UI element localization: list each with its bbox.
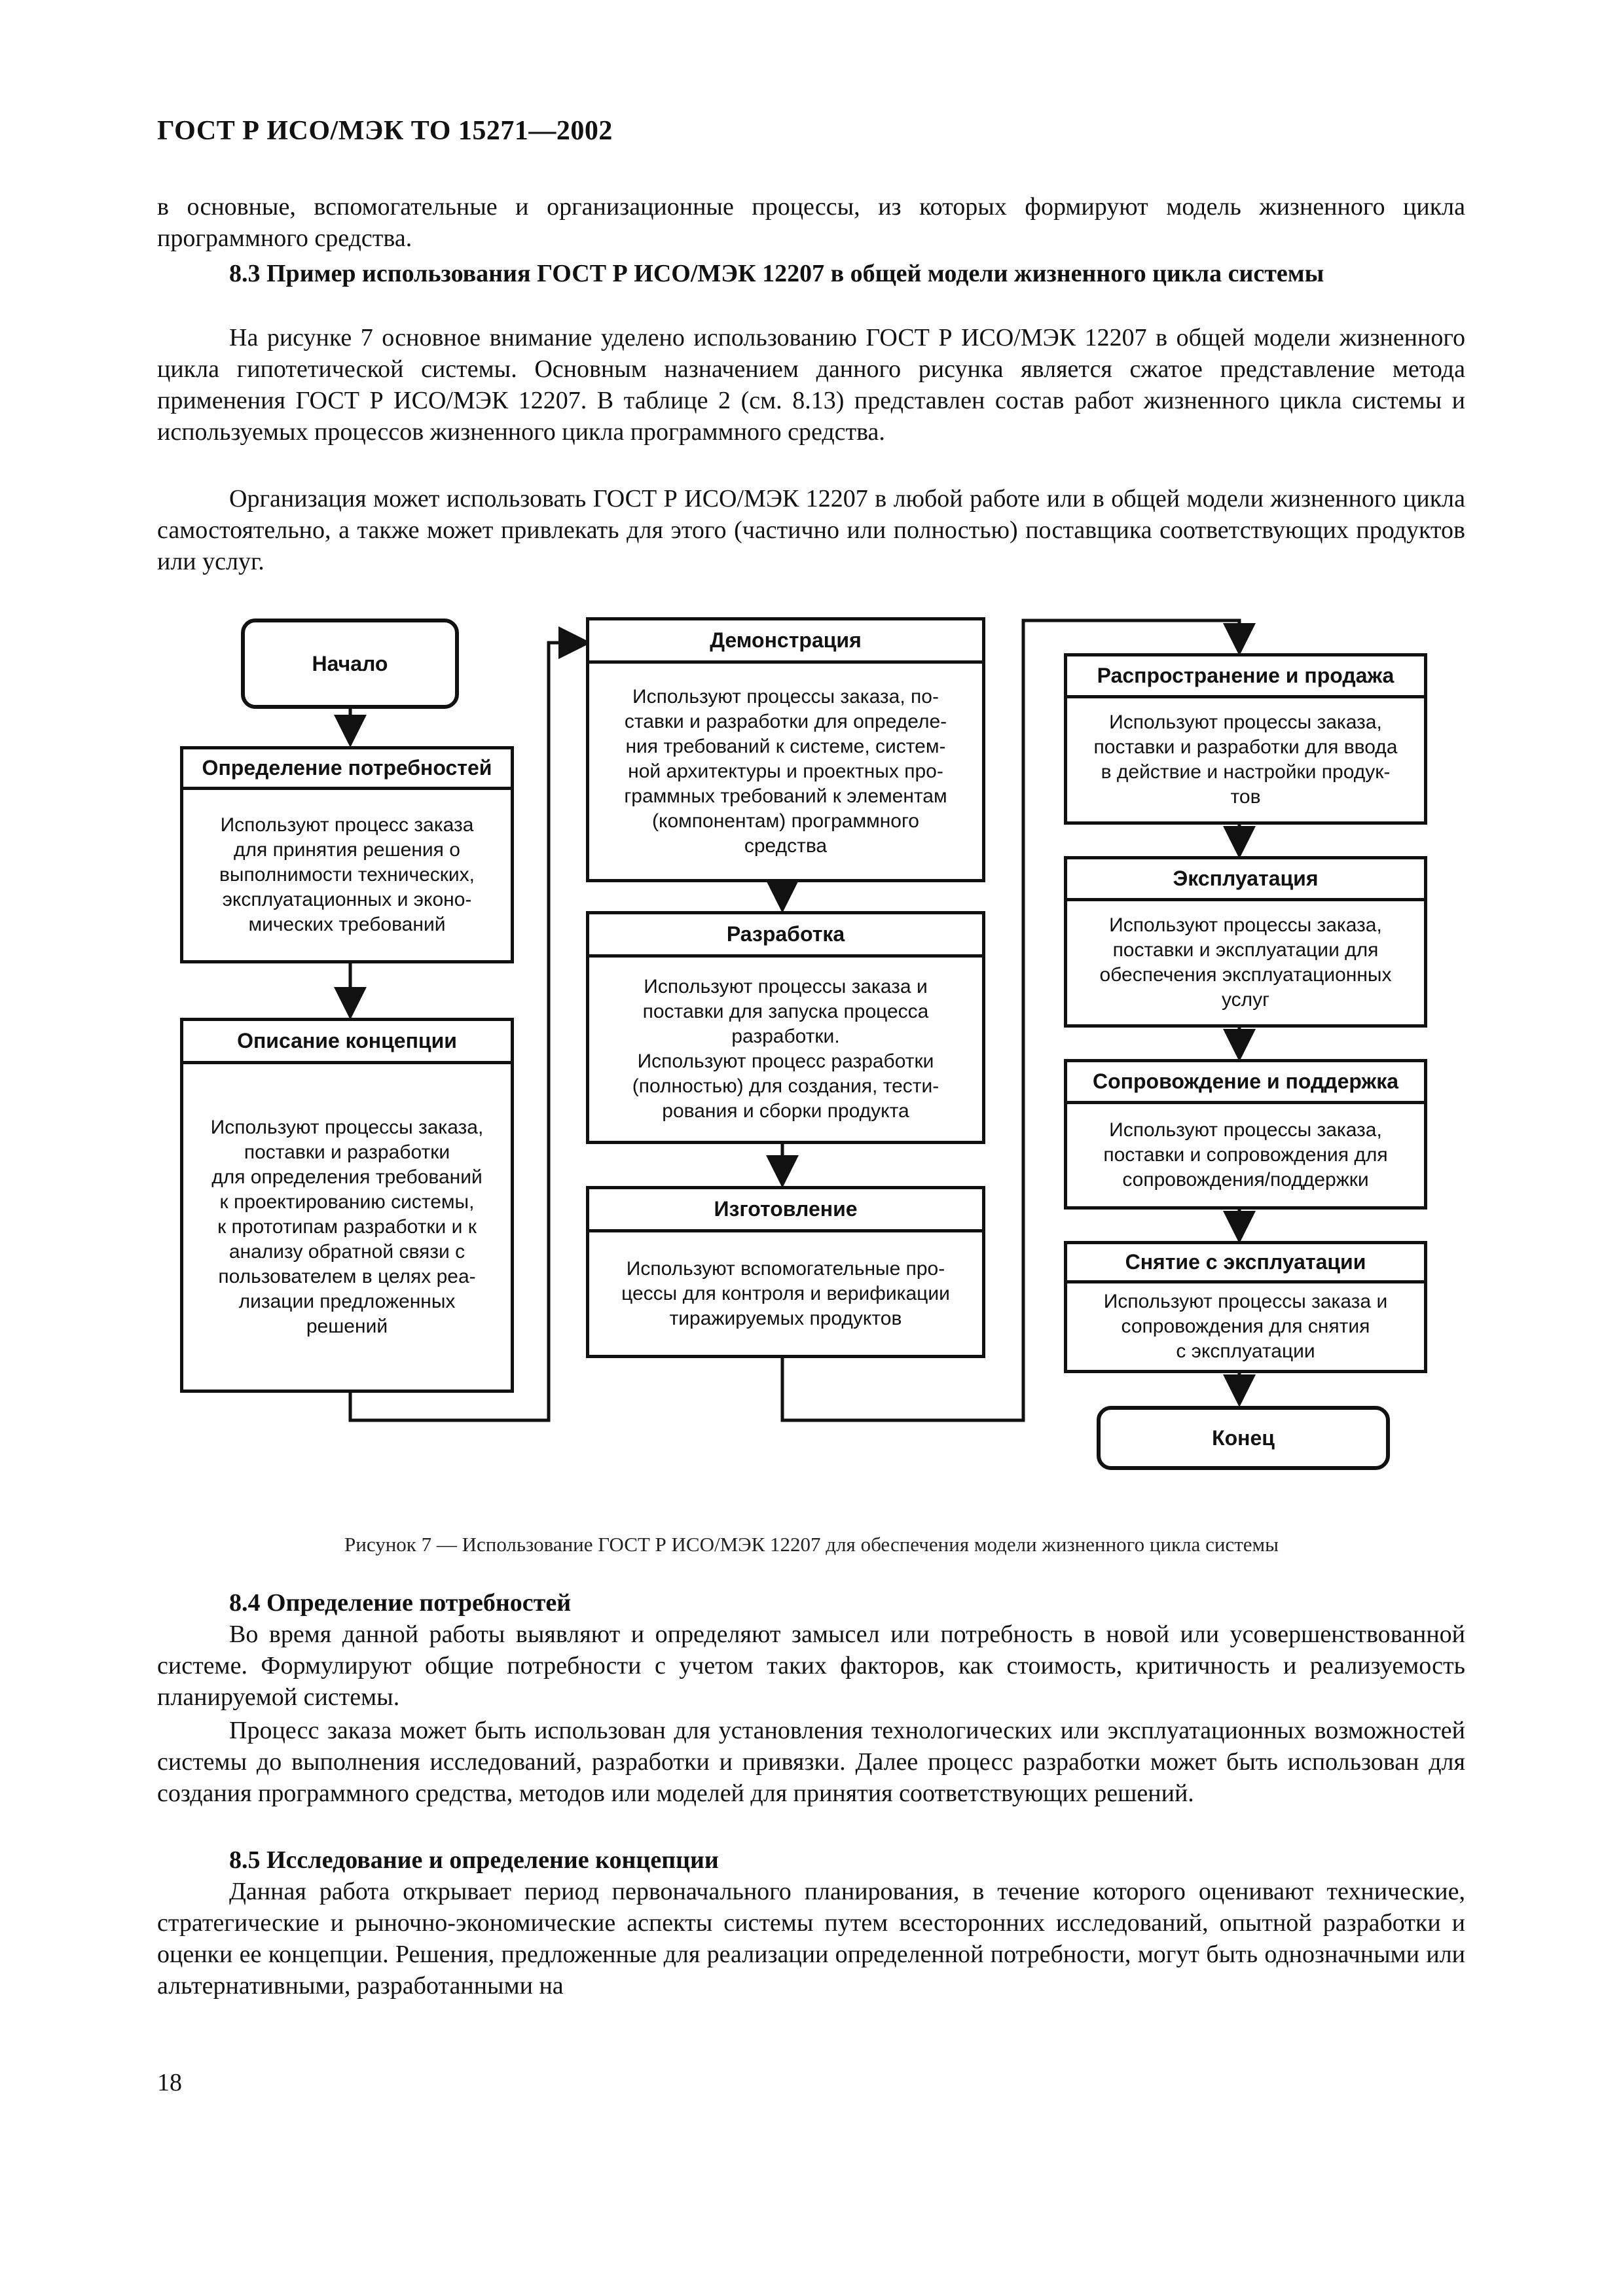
box-body: Используют процессы заказа, поставки и разработки для ввода в действие и настройки продук- тов (1093, 711, 1398, 808)
box-title: Эксплуатация (1067, 859, 1424, 901)
section-8-5-title: 8.5 Исследование и определение концепции (229, 1846, 719, 1874)
box-maintenance-support (1064, 1059, 1427, 1210)
box-body: Используют вспомогательные про- цессы для контроля и верификации тиражируемых продуктов (621, 1257, 950, 1329)
box-title: Определение потребностей (183, 749, 511, 790)
paragraph-8-3-1: На рисунке 7 основное внимание уделено использованию ГОСТ Р ИСО/МЭК 12207 в общей модели жизненного цикла гипотетической системы. Основным назначением данного рисунка является сжатое представление метода применения ГОСТ Р ИСО/МЭК 12207. В таблице 2 (см. 8.13) представлен состав работ жизненного цикла системы и используемых процессов жизненного цикла программного средства. (157, 324, 1465, 446)
paragraph-8-4-2: Процесс заказа может быть использован для установления технологических или эксплуатационных возможностей системы до выполнения исследований, разработки и привязки. Далее процесс разработки может быть использован для создания программного средства, методов или моделей для принятия соответствующих решений. (157, 1717, 1465, 1807)
box-body: Используют процессы заказа, по- ставки и разработки для определе- ния требований к системе, систем- ной архитектуры и проектных про- граммных требований к элементам (компонентам) программного средства (624, 685, 947, 857)
box-body: Используют процессы заказа, поставки и эксплуатации для обеспечения эксплуатационных услуг (1099, 914, 1392, 1011)
box-title: Распространение и продажа (1067, 656, 1424, 698)
paragraph-8-3-2: Организация может использовать ГОСТ Р ИСО/МЭК 12207 в любой работе или в общей модели жизненного цикла самостоятельно, а также может привлекать для этого (частично или полностью) поставщика соответствующих продуктов или услуг. (157, 485, 1465, 575)
box-title: Снятие с эксплуатации (1067, 1244, 1424, 1283)
paragraph-continued: в основные, вспомогательные и организационные процессы, из которых формируют модель жизненного цикла программного средства. (157, 193, 1465, 252)
box-body: Используют процессы заказа и сопровождения для снятия с эксплуатации (1103, 1291, 1388, 1362)
box-production (586, 1186, 985, 1358)
section-8-3-title: 8.3 Пример использования ГОСТ Р ИСО/МЭК 12207 в общей модели жизненного цикла системы (229, 260, 1324, 287)
box-operation (1064, 856, 1427, 1028)
box-distribution-sales (1064, 653, 1427, 825)
box-title: Изготовление (589, 1189, 982, 1232)
paragraph-8-4-1: Во время данной работы выявляют и определяют замысел или потребность в новой или усовершенствованной системе. Формулируют общие потребности с учетом таких факторов, как стоимость, критичность и реализуемость планируемой системы. (157, 1621, 1465, 1711)
start-terminal: Начало (241, 619, 459, 709)
box-body: Используют процессы заказа, поставки и разработки для определения требований к проектированию системы, к прототипам разработки и к анализу обратной связи с пользователем в целях реа- лизации предложенных решений (210, 1116, 484, 1337)
page-number: 18 (157, 2069, 182, 2096)
box-title: Сопровождение и поддержка (1067, 1062, 1424, 1104)
paragraph-8-5-1: Данная работа открывает период первоначального планирования, в течение которого оценивают технические, стратегические и рыночно-экономические аспекты системы путем всесторонних исследований, опытной разработки и оценки ее концепции. Решения, предложенные для реализации определенной потребности, могут быть однозначными или альтернативными, разработанными на (157, 1878, 1465, 2000)
box-title: Демонстрация (589, 620, 982, 664)
document-header: ГОСТ Р ИСО/МЭК ТО 15271—2002 (157, 116, 613, 146)
box-body: Используют процессы заказа и поставки для запуска процесса разработки. Используют процесс разработки (полностью) для создания, тести- рования и сборки продукта (632, 976, 939, 1122)
box-demonstration (586, 617, 985, 882)
box-retirement (1064, 1241, 1427, 1373)
box-concept-description (180, 1018, 514, 1393)
box-body: Используют процессы заказа, поставки и сопровождения для сопровождения/поддержки (1103, 1119, 1388, 1191)
figure-caption: Рисунок 7 — Использование ГОСТ Р ИСО/МЭК 12207 для обеспечения модели жизненного цикла системы (344, 1533, 1279, 1556)
box-development (586, 911, 985, 1144)
end-terminal: Конец (1097, 1406, 1390, 1470)
box-needs-definition (180, 746, 514, 963)
box-title: Описание концепции (183, 1021, 511, 1064)
box-body: Используют процесс заказа для принятия решения о выполнимости технических, эксплуатационных и эконо- мических требований (219, 814, 475, 935)
box-title: Разработка (589, 914, 982, 958)
section-8-4-title: 8.4 Определение потребностей (229, 1589, 572, 1617)
